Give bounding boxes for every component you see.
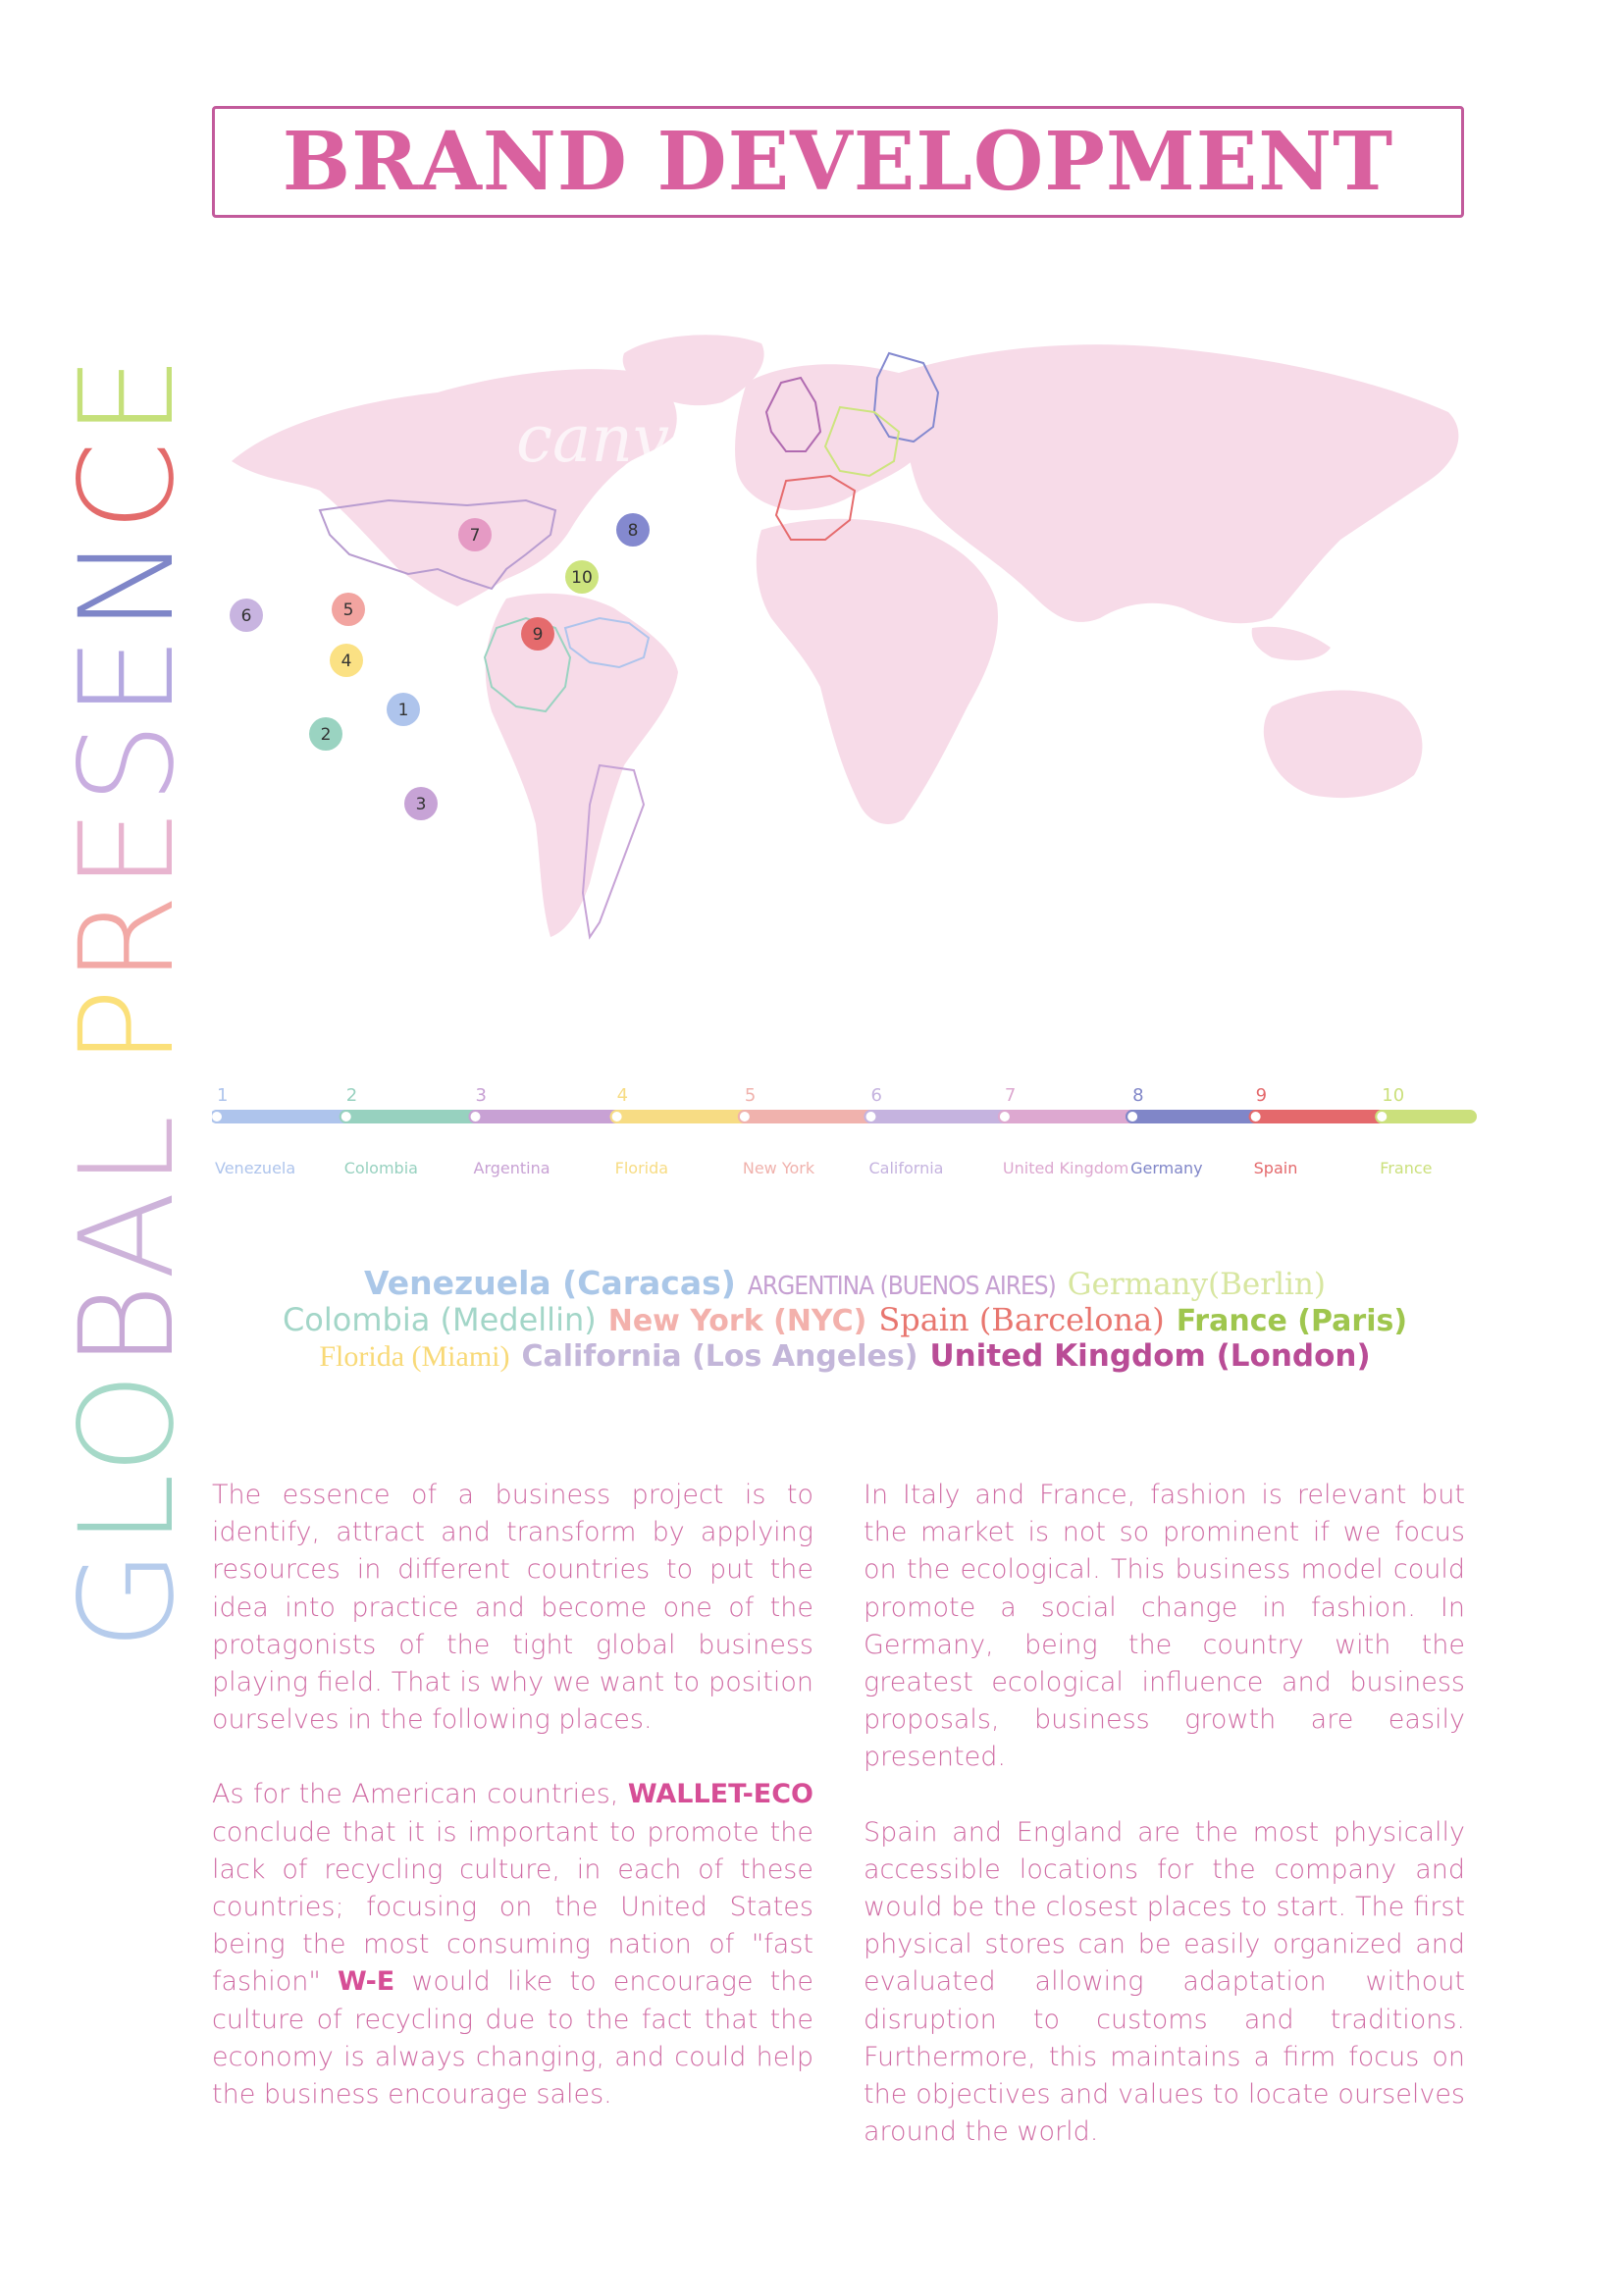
timeline-label-5: New York [742,1159,815,1177]
cloud-word: Spain (Barcelona) [878,1301,1165,1338]
timeline-dot-6 [865,1111,877,1122]
side-title-text [52,351,203,1650]
timeline-dot-7 [999,1111,1011,1122]
cloud-line-2 [212,1301,1478,1338]
side-title-letter: N [52,531,203,633]
left-p2-c: would like to encourage the culture of recycling due to the fact that the economy is always changing, and could help the business encourage sales. [212,1966,813,2111]
timeline-dot-9 [1250,1111,1262,1122]
timeline-label-9: Spain [1253,1159,1298,1177]
left-p2-b: conclude that it is important to promote the lack of recycling culture, in each of these countries; focusing on the United States being the most consuming nation of "fast fashion" [212,1816,813,1998]
side-title-letter: E [52,632,203,718]
marker-number: 1 [397,701,409,720]
se-asia-shape [1252,627,1331,660]
timeline-label-8: Germany [1130,1159,1203,1177]
side-title-letter: C [52,437,203,532]
cloud-word: California (Los Angeles) [521,1339,918,1374]
timeline-dot-1 [212,1111,223,1122]
marker-number: 8 [627,521,639,541]
timeline-label-2: Colombia [343,1159,418,1177]
right-column [864,1477,1465,2188]
timeline-number-1: 1 [217,1085,229,1106]
timeline-dot-2 [341,1111,352,1122]
map-marker-6 [230,599,263,632]
cloud-word: Venezuela (Caracas) [364,1264,736,1302]
map-marker-8 [616,513,650,547]
side-title-letter: S [52,717,203,805]
marker-number: 6 [240,606,252,626]
marker-number: 7 [469,526,481,546]
side-title-letter: E [52,804,203,891]
cloud-word: New York (NYC) [607,1304,867,1338]
south-america-shape [486,594,678,937]
canva-watermark: canva [516,401,708,477]
timeline-number-2: 2 [345,1085,358,1106]
timeline-dot-4 [611,1111,623,1122]
timeline-label-3: Argentina [473,1159,550,1177]
timeline-label-10: France [1380,1159,1433,1177]
timeline-dot-3 [470,1111,482,1122]
marker-number: 4 [341,652,352,671]
side-title-letter: R [52,890,203,984]
location-timeline [212,1079,1478,1197]
cloud-word: Germany(Berlin) [1067,1267,1326,1302]
side-title-letter: E [52,351,203,438]
timeline-number-9: 9 [1255,1085,1268,1106]
cloud-word: Colombia (Medellin) [282,1301,597,1338]
timeline-dot-5 [739,1111,751,1122]
continents [232,335,1458,937]
timeline-number-10: 10 [1382,1085,1405,1106]
brand-short: W-E [338,1966,395,1998]
cloud-word: France (Paris) [1176,1304,1408,1338]
side-title-letter: P [52,983,203,1067]
cloud-line-1 [212,1264,1478,1302]
marker-number: 3 [415,795,427,814]
map-marker-4 [330,644,363,677]
side-title-letter: L [52,1474,203,1546]
africa-shape [757,519,998,824]
page-title: BRAND DEVELOPMENT [282,115,1394,209]
map-marker-7 [458,518,492,551]
timeline-number-4: 4 [616,1085,629,1106]
map-marker-10 [565,560,599,594]
side-title-letter: B [52,1279,203,1369]
right-paragraph-2: Spain and England are the most physically accessible locations for the company and would be the closest places to start. The first physical stores can be easily organized and evaluated allowing adaptation without disruption to customs and traditions. Furthermore, this maintains a firm focus on the objectives and values to locate ourselves around the world. [864,1816,1465,2148]
europe-shape [735,364,928,510]
timeline-label-1: Venezuela [215,1159,296,1177]
marker-number: 9 [532,625,544,645]
timeline-number-3: 3 [475,1085,487,1106]
marker-number: 5 [342,600,354,620]
marker-number: 2 [320,725,332,745]
left-paragraph-2 [212,1776,813,2113]
brand-name: WALLET-ECO [627,1779,813,1810]
left-paragraph-1: The essence of a business project is to identify, attract and transform by applying resources in different countries to put the idea into practice and become one of the protagonists of the tight global business playing field. That is why we want to position ourselves in the following places. [212,1480,813,1736]
timeline-number-8: 8 [1132,1085,1144,1106]
map-marker-5 [332,593,365,626]
cloud-word: Florida (Miami) [319,1340,510,1373]
side-title-letter: G [52,1545,203,1650]
side-title-letter: O [52,1368,203,1475]
world-map [212,334,1478,981]
cloud-word: ARGENTINA (BUENOS AIRES) [747,1272,1056,1301]
marker-number: 10 [571,568,593,588]
side-title-letter [52,1066,203,1111]
timeline-label-6: California [868,1159,944,1177]
map-marker-2 [309,717,342,751]
cloud-line-3 [212,1338,1478,1374]
location-cloud [212,1264,1478,1391]
cloud-word: United Kingdom (London) [929,1338,1371,1374]
timeline-label-7: United Kingdom [1002,1159,1129,1177]
side-title-letter: L [52,1111,203,1187]
timeline-label-4: Florida [614,1159,669,1177]
left-column [212,1477,813,2151]
timeline-number-6: 6 [870,1085,882,1106]
timeline-number-7: 7 [1004,1085,1017,1106]
timeline-number-5: 5 [744,1085,757,1106]
timeline-dot-10 [1376,1111,1388,1122]
map-marker-1 [387,693,420,726]
timeline-dot-8 [1126,1111,1138,1122]
side-title-letter: A [52,1186,203,1280]
map-marker-9 [521,617,554,651]
map-marker-3 [404,787,438,820]
page-title-box [212,106,1464,218]
right-paragraph-1: In Italy and France, fashion is relevant but the market is not so prominent if we focus on the ecological. This business model could promote a social change in fashion. In Germany, being the country with the greatest ecological influence and business proposals, business growth are easily presented. [864,1480,1465,1773]
left-p2-a: As for the American countries, [212,1779,628,1810]
australia-shape [1264,691,1423,799]
